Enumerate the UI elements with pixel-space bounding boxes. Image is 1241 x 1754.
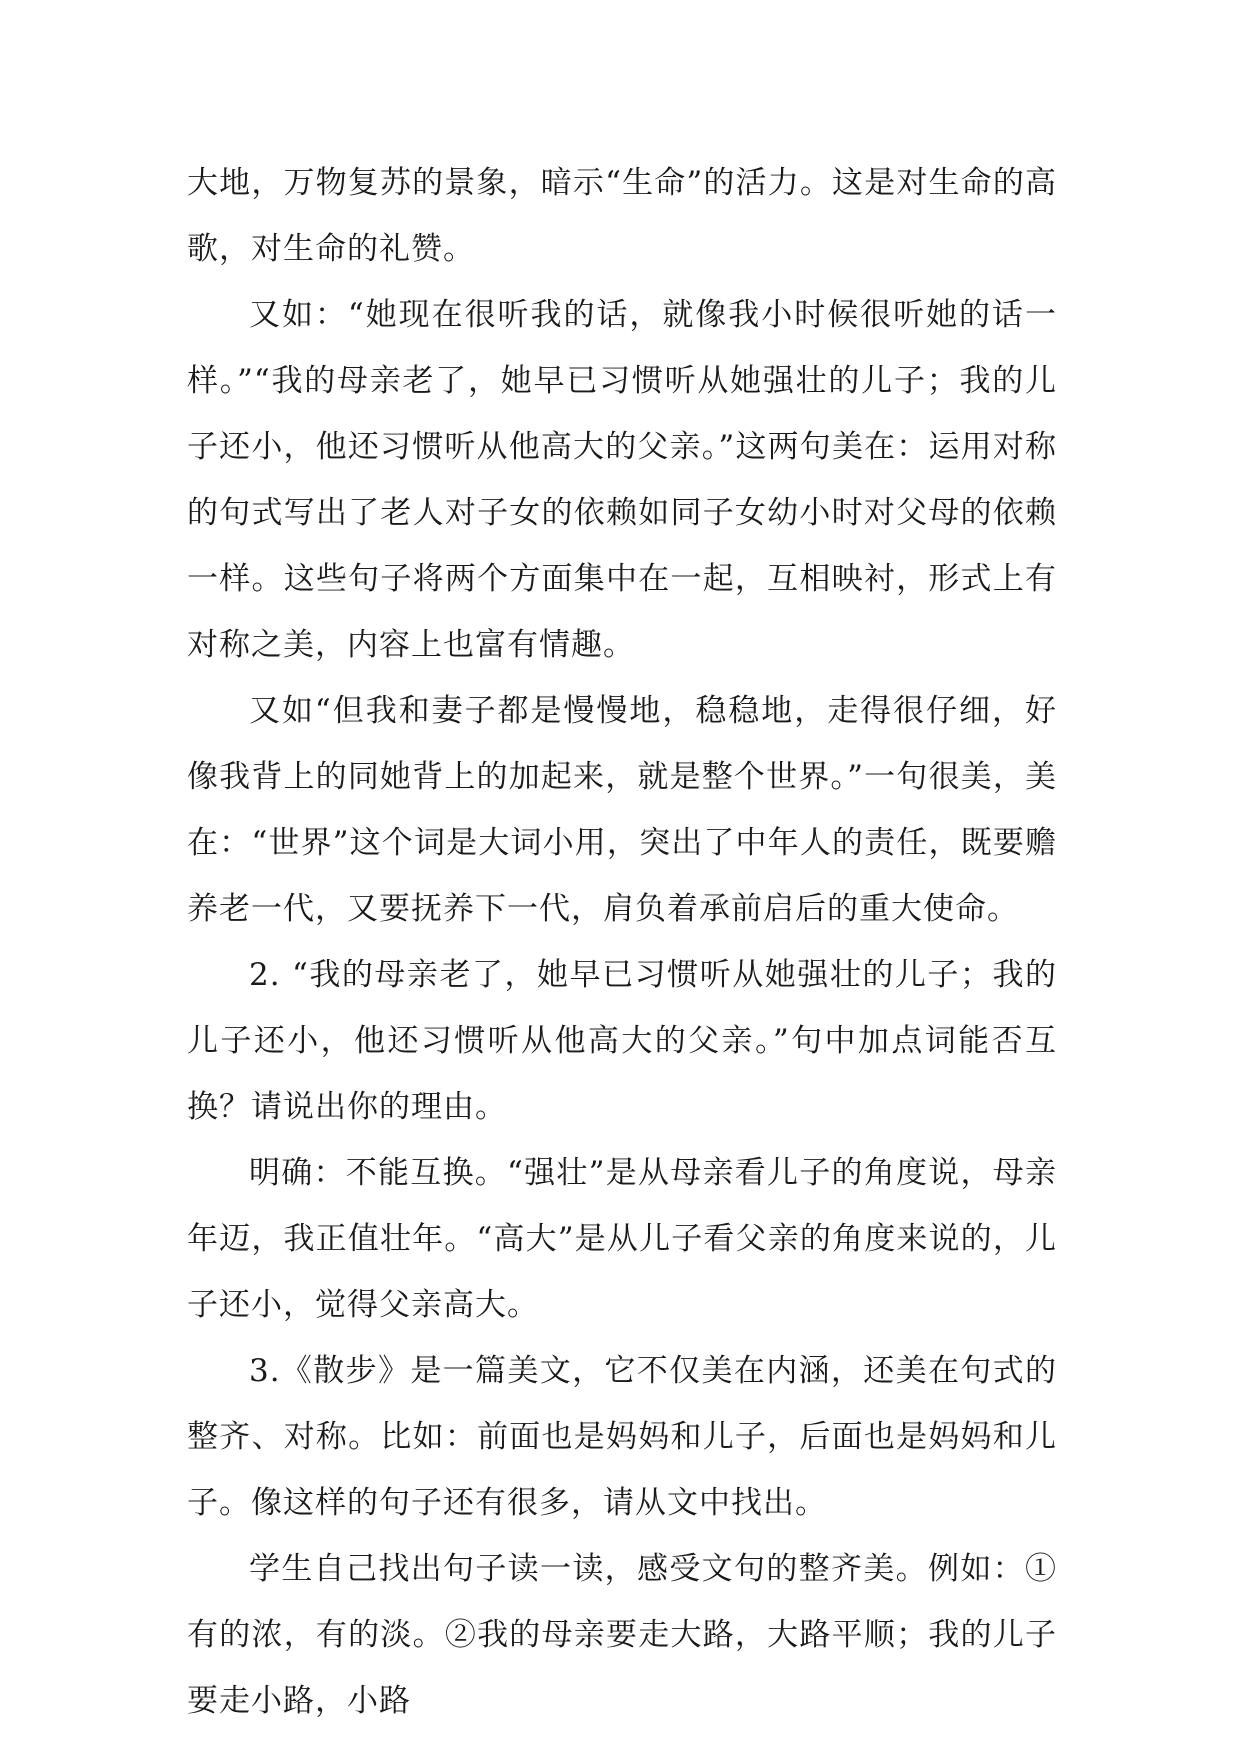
paragraph-answer-3: 学生自己找出句子读一读，感受文句的整齐美。例如：①有的浓，有的淡。②我的母亲要走大路，大路平顺；我的儿子要走小路，小路	[187, 1551, 1057, 1719]
paragraph-example-world: 又如“但我和妻子都是慢慢地，稳稳地，走得很仔细，好像我背上的同她背上的加起来，就是整个世界。”一句很美，美在：“世界”这个词是大词小用，突出了中年人的责任，既要赡养老一代，又要抚养下一代，肩负着承前启后的重大使命。	[187, 693, 1057, 927]
paragraph-example-listening: 又如：“她现在很听我的话，就像我小时候很听她的话一样。”“我的母亲老了，她早已习惯听从她强壮的儿子；我的儿子还小，他还习惯听从他高大的父亲。”这两句美在：运用对称的句式写出了老人对子女的依赖如同子女幼小时对父母的依赖一样。这些句子将两个方面集中在一起，互相映衬，形式上有对称之美，内容上也富有情趣。	[187, 297, 1057, 663]
paragraph-continuation: 大地，万物复苏的景象，暗示“生命”的活力。这是对生命的高歌，对生命的礼赞。	[187, 165, 1057, 267]
paragraph-question-3: 3.《散步》是一篇美文，它不仅美在内涵，还美在句式的整齐、对称。比如：前面也是妈妈和儿子，后面也是妈妈和儿子。像这样的句子还有很多，请从文中找出。	[187, 1353, 1057, 1521]
paragraph-answer-2: 明确：不能互换。“强壮”是从母亲看儿子的角度说，母亲年迈，我正值壮年。“高大”是从儿子看父亲的角度来说的，儿子还小，觉得父亲高大。	[187, 1155, 1057, 1323]
paragraph-question-2: 2. “我的母亲老了，她早已习惯听从她强壮的儿子；我的儿子还小，他还习惯听从他高大的父亲。”句中加点词能否互换？请说出你的理由。	[187, 957, 1057, 1125]
document-body	[187, 150, 1057, 1734]
